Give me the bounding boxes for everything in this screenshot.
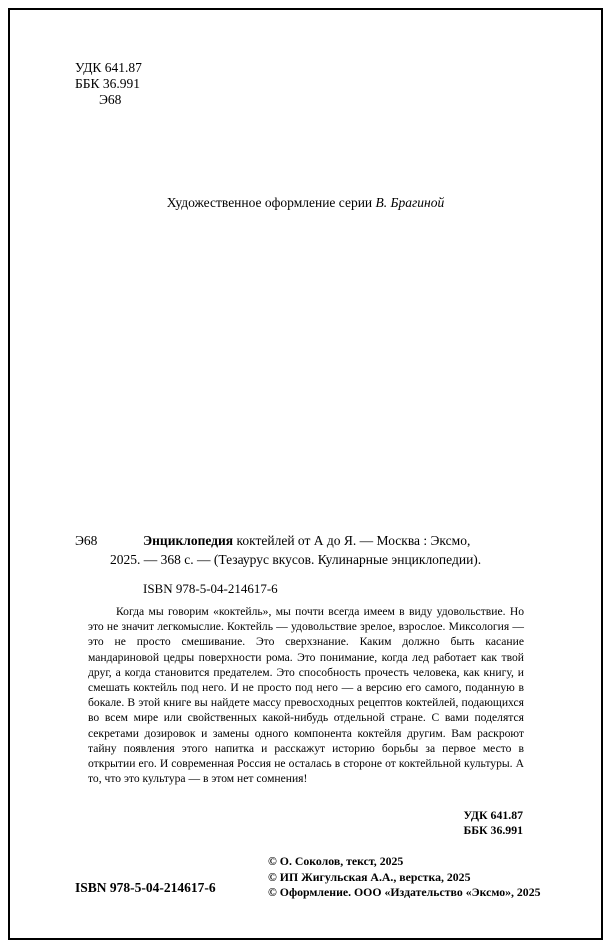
isbn-bottom: ISBN 978-5-04-214617-6 — [75, 880, 216, 895]
page-border-frame — [8, 8, 603, 940]
catalog-entry-title: Энциклопедия — [143, 533, 234, 548]
top-classification-block — [75, 60, 142, 108]
author-sign-entry: Э68 — [75, 533, 98, 548]
series-design-credit — [0, 195, 611, 211]
catalog-entry-line1 — [75, 531, 535, 550]
author-sign-top: Э68 — [99, 92, 122, 107]
annotation-paragraph: Когда мы говорим «коктейль», мы почти всегда имеем в виду удовольствие. Но это не значит легкомыслие. Коктейль — удовольствие зрелое, взрослое. Миксология — это не просто смешивание. Это сверхзнание. Каким должно быть касание мандариновой цедры поверхности рома. Это понимание, когда лед работает как твой друг, а когда становится предателем. Это способность прочесть человека, как книгу, и смешать коктейль под него. И не просто под него — а версию его самого, поданную в бокале. В этой книге вы найдете массу превосходных рецептов коктейлей, подающихся во всем мире или свойственных какой-нибудь отдельной стране. С вами поделятся секретами дозировок и замены одного компонента коктейля другим. Вам раскроют тайну появления этого напитка и расскажут историю борьбы за первое место в открытии его. И современная Россия не осталась в стороне от коктейльной культуры. А то, что это культура — в этом нет сомнения! — [88, 605, 524, 786]
series-design-prefix: Художественное оформление серии — [166, 195, 376, 210]
catalog-entry-line1-rest: коктейлей от А до Я. — Москва : Эксмо, — [233, 533, 471, 548]
copyright-block — [268, 854, 541, 901]
copyright-line-layout: © ИП Жигульская А.А., верстка, 2025 — [268, 869, 471, 884]
catalog-entry — [75, 531, 535, 569]
bbk-code-bottom: ББК 36.991 — [463, 822, 523, 837]
copyright-line-author: © О. Соколов, текст, 2025 — [268, 854, 404, 868]
udk-code-top: УДК 641.87 — [75, 60, 142, 75]
udk-code-bottom: УДК 641.87 — [463, 808, 523, 822]
bbk-code-top: ББК 36.991 — [75, 76, 141, 91]
copyright-line-publisher: © Оформление. ООО «Издательство «Эксмо», 2025 — [268, 885, 541, 899]
catalog-entry-line2: 2025. — 368 с. — (Тезаурус вкусов. Кулинарные энциклопедии). — [110, 552, 482, 567]
isbn-entry: ISBN 978-5-04-214617-6 — [143, 581, 278, 596]
series-designer-name: В. Брагиной — [375, 195, 445, 210]
bottom-classification-block — [463, 808, 523, 837]
